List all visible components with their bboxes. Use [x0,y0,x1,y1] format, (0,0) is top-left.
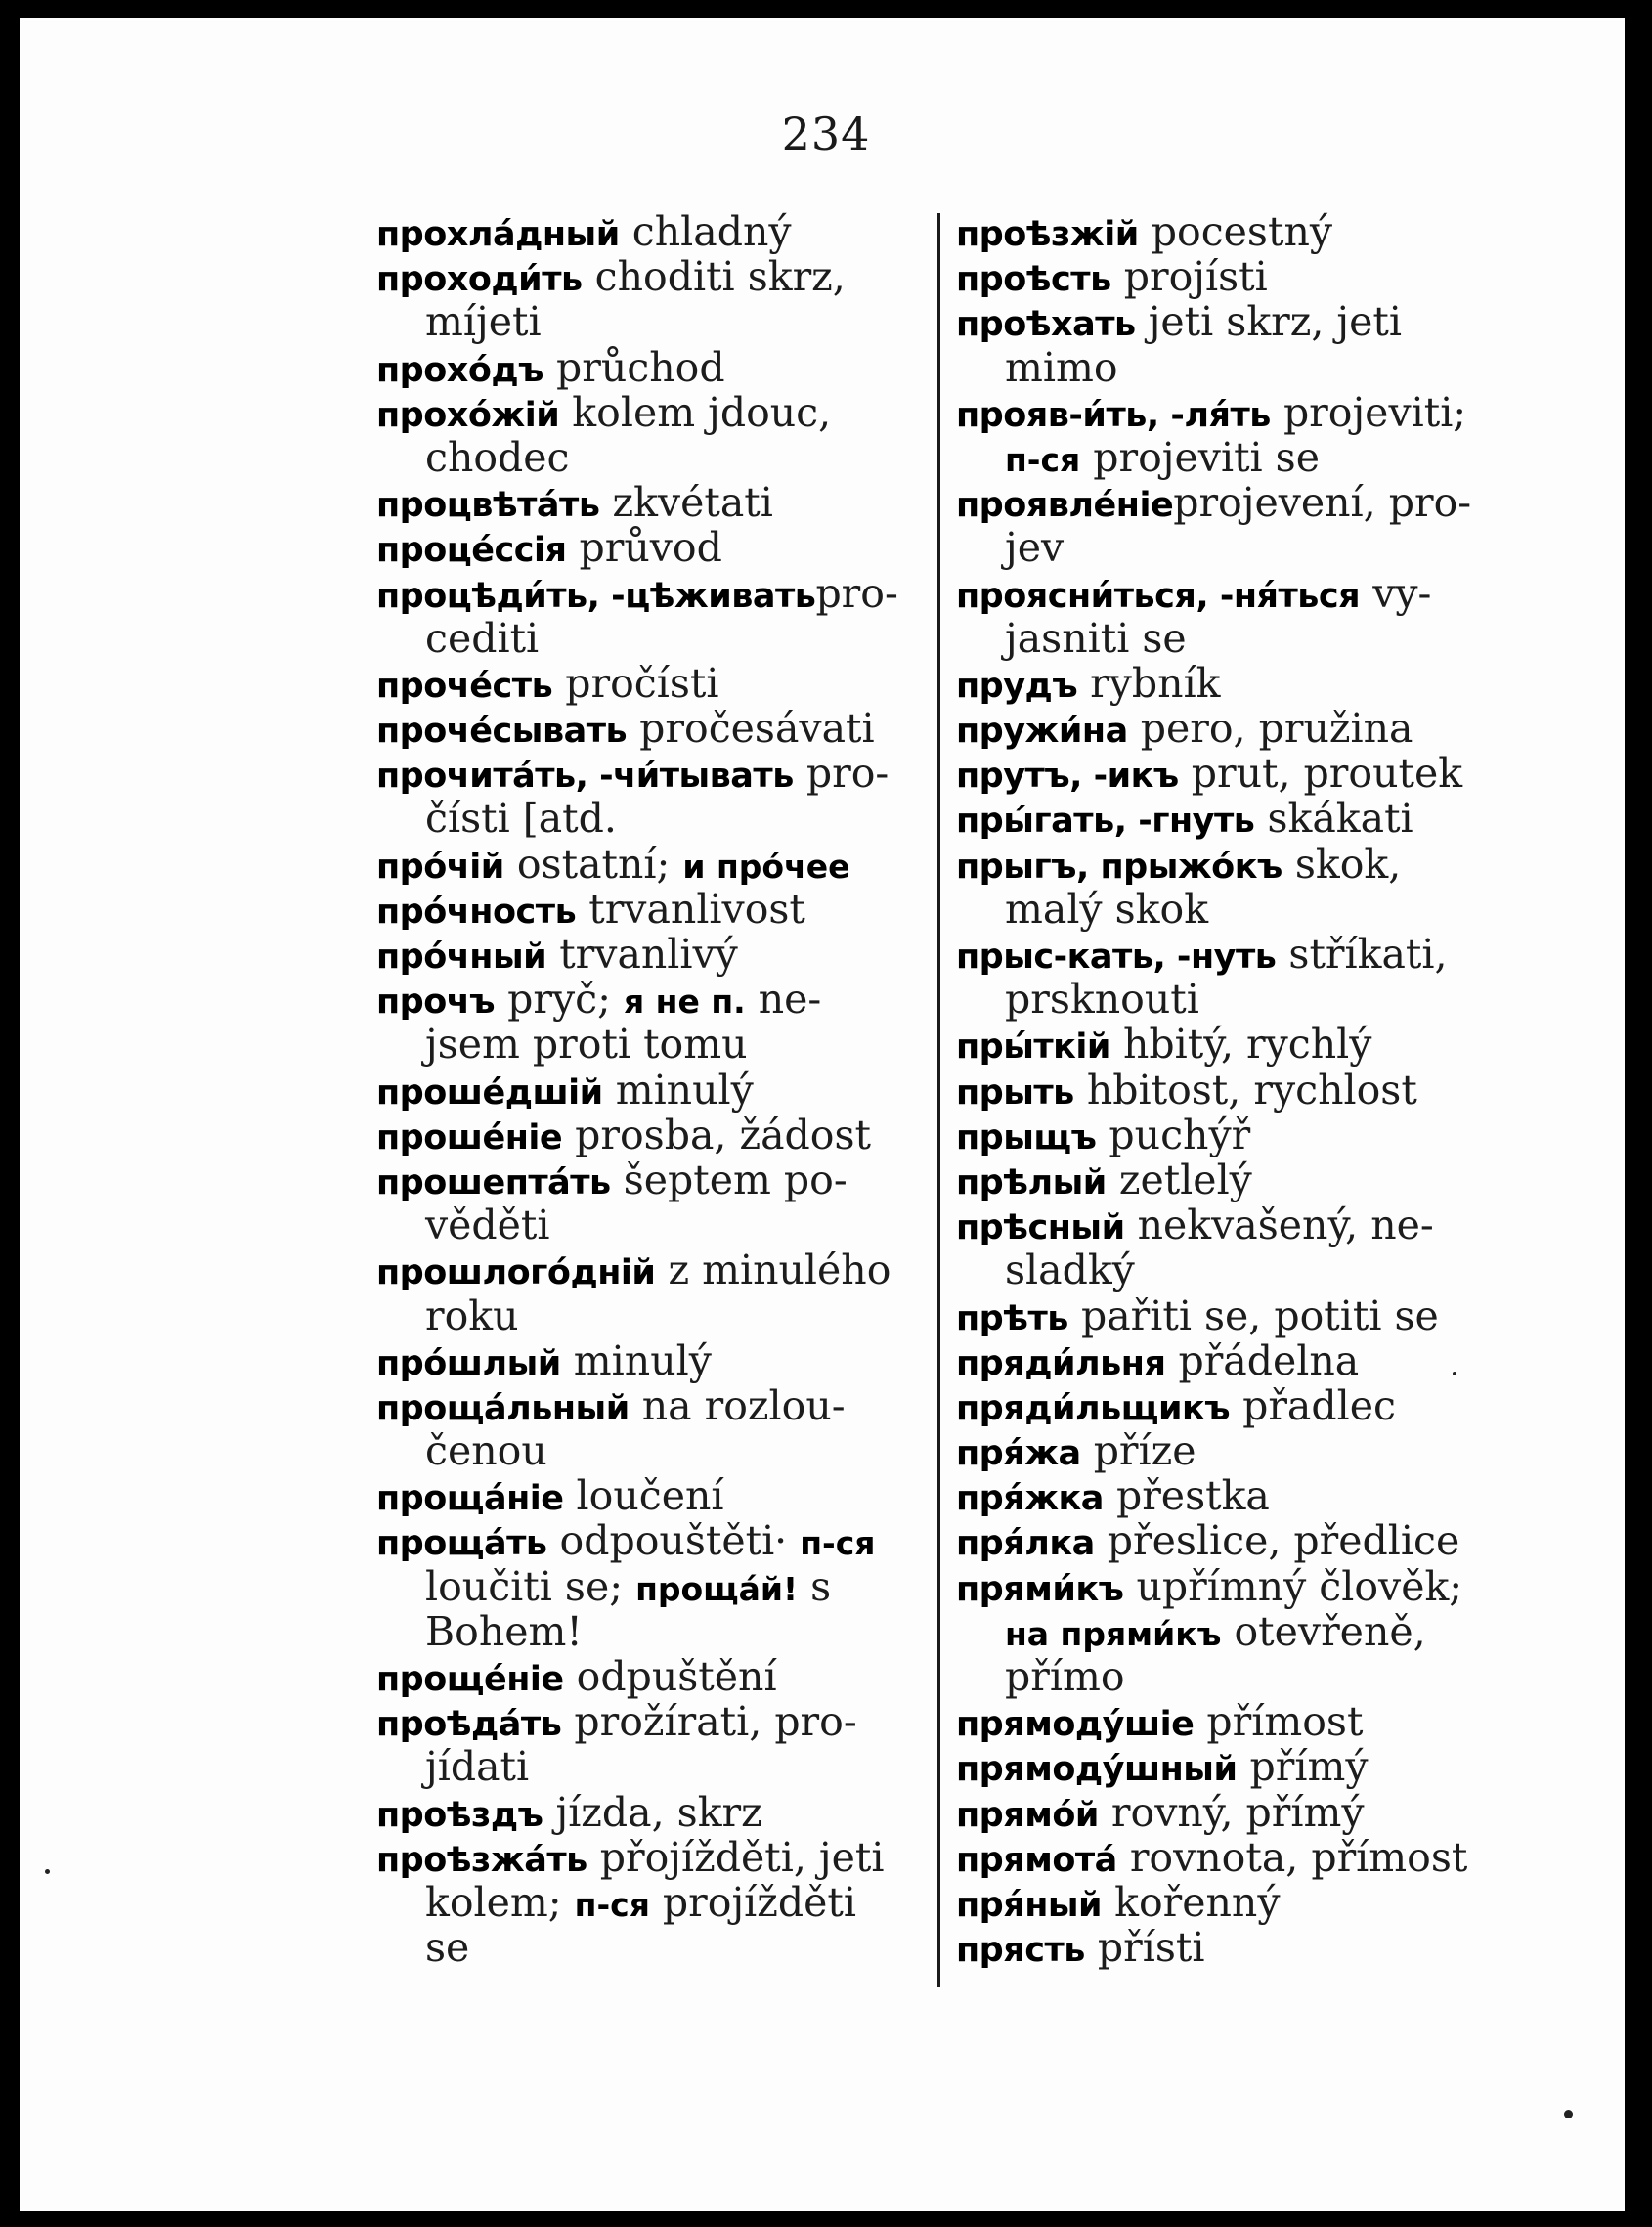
translation: puchýř [1096,1111,1251,1158]
translation: kolem jdouc, [559,388,832,436]
inline-phrase: п-ся [800,1524,876,1563]
dictionary-entry [956,1925,1508,1970]
translation: na rozlou- [629,1381,846,1429]
headword: прямота́ [956,1840,1117,1880]
dictionary-entry [376,1835,919,1880]
translation: loučení [563,1472,724,1520]
translation: jev [1005,524,1065,572]
translation: prožírati, pro- [561,1698,857,1746]
dictionary-entry [376,525,919,570]
translation-tail: ne- [745,976,822,1024]
translation: hbitý, rychlý [1109,1021,1372,1069]
headword: пряди́льня [956,1343,1166,1383]
translation: zkvétati [599,479,773,527]
translation: projevení, pro- [1173,479,1472,527]
translation: přádelna [1165,1336,1360,1384]
headword: про́чій [376,847,504,887]
headword: прохо́жій [376,395,560,435]
dictionary-entry [376,571,919,616]
translation: přímost [1194,1698,1364,1746]
dictionary-entry [956,480,1508,525]
headword: прясть [956,1931,1085,1971]
translation: pročísti [552,659,719,707]
translation: skok, [1282,840,1402,888]
headword: прояв-и́ть, -ля́ть [956,395,1271,435]
translation: malý skok [1005,885,1209,933]
entry-continuation-line [376,1293,919,1338]
translation: pro- [815,569,898,617]
headword: прыс-кать, -нуть [956,938,1277,977]
entry-continuation-line [956,1654,1508,1699]
dictionary-entry [376,1157,919,1202]
entry-continuation-line [956,1609,1508,1654]
translation: se [425,1924,470,1972]
dictionary-entry [956,1383,1508,1428]
inline-phrase: проща́й! [635,1569,799,1608]
headword: прями́къ [956,1569,1124,1609]
headword: пры́ткій [956,1027,1110,1068]
translation: roku [425,1291,519,1339]
entry-continuation-line [376,1022,919,1067]
headword: прохо́дъ [376,350,543,390]
dictionary-entry [376,480,919,525]
translation-tail: otevřeně, [1221,1607,1426,1655]
headword: проше́ніе [376,1117,563,1157]
dictionary-entry [376,1113,919,1157]
headword: прочъ [376,982,496,1023]
headword: проясни́ться, -ня́ться [956,576,1361,616]
headword: прохла́дный [376,215,620,254]
entry-continuation-line [376,299,919,344]
headword: проѣзжій [956,215,1139,254]
headword: проявле́ніе [956,486,1174,526]
dictionary-entry [956,1293,1508,1338]
translation: rybník [1077,659,1221,707]
headword: пря́ный [956,1885,1103,1925]
translation: skákati [1254,795,1413,843]
headword: прутъ, -икъ [956,757,1179,797]
translation: minulý [560,1336,712,1384]
translation: prosba, žádost [562,1111,871,1158]
dictionary-entry [376,1654,919,1699]
translation: mimo [1005,343,1118,391]
headword: проче́сть [376,666,553,706]
headword: прыщъ [956,1117,1097,1157]
entry-continuation-line [376,1202,919,1247]
translation: vy- [1360,569,1432,617]
dictionary-entry [376,254,919,299]
translation: odpuštění [563,1653,777,1700]
headword: прудъ [956,666,1078,706]
dictionary-entry [376,209,919,254]
headword: про́шлый [376,1343,561,1383]
translation: přímý [1237,1743,1369,1791]
headword: пры́гать, -гнуть [956,802,1255,842]
headword: прошепта́ть [376,1162,611,1202]
dictionary-entry [956,1157,1508,1202]
column-divider [937,213,940,1987]
headword: прочита́ть, -чи́тывать [376,757,794,797]
entry-continuation-line [376,616,919,661]
dictionary-entry [956,706,1508,751]
headword: прыть [956,1072,1074,1113]
entry-continuation-line [956,887,1508,932]
translation: jízda, skrz [543,1788,762,1836]
scan-speck [1453,1372,1456,1376]
entry-continuation-line [956,616,1508,661]
dictionary-entry [956,1202,1508,1247]
headword: про́чный [376,938,547,977]
headword: проѣсть [956,260,1111,300]
translation: pocestný [1138,208,1333,255]
headword: прямоду́шіе [956,1705,1195,1745]
translation: loučiti se; [425,1562,636,1610]
translation: přadlec [1230,1381,1396,1429]
translation: průvod [566,524,722,572]
dictionary-entry [376,706,919,751]
headword: процвѣта́ть [376,486,600,526]
dictionary-entry [956,209,1508,254]
scan-speck [45,1869,50,1874]
dictionary-entry [956,1790,1508,1835]
dictionary-entry [956,299,1508,344]
headword: проше́дшій [376,1072,603,1113]
translation: upřímný člověk; [1123,1562,1463,1610]
translation: nekvašený, ne- [1124,1201,1434,1249]
translation: jasniti se [1005,614,1187,662]
dictionary-entry [376,661,919,706]
translation: stříkati, [1276,931,1448,978]
headword: проче́сывать [376,712,628,752]
translation: rovný, přímý [1098,1788,1365,1836]
dictionary-entry [956,390,1508,435]
headword: проща́ть [376,1524,547,1564]
translation: projeviti; [1270,388,1467,436]
translation: čísti [atd. [425,795,617,843]
inline-phrase: на прями́къ [1005,1614,1222,1653]
dictionary-entry [376,1790,919,1835]
dictionary-entry [376,977,919,1022]
inline-phrase: п-ся [574,1885,650,1924]
scan-speck [1564,2110,1573,2118]
entry-continuation-line [956,977,1508,1022]
headword: прыгъ, прыжо́къ [956,847,1282,887]
headword: проходи́ть [376,260,583,300]
entry-continuation-line [956,435,1508,480]
translation: přímo [1005,1653,1125,1700]
headword: пряди́льщикъ [956,1388,1231,1428]
entry-continuation-line [956,525,1508,570]
dictionary-entry [956,1428,1508,1473]
page-number: 234 [781,108,871,160]
dictionary-entry [376,1068,919,1113]
dictionary-entry [376,1338,919,1383]
headword: прѣть [956,1298,1068,1338]
headword: проце́ссія [376,531,567,571]
translation: hbitost, rychlost [1073,1066,1417,1114]
headword: проща́льный [376,1388,630,1428]
translation: Bohem! [425,1607,583,1655]
entry-continuation-line [376,1925,919,1970]
headword: проѣздъ [376,1795,543,1835]
entry-continuation-line [376,1564,919,1609]
translation: cediti [425,614,540,662]
headword: прямо́й [956,1795,1099,1835]
dictionary-entry [376,1247,919,1292]
dictionary-entry [956,1338,1508,1383]
translation: choditi skrz, [582,253,846,301]
translation: pero, pružina [1127,705,1413,753]
headword: проще́ніе [376,1660,564,1699]
headword: прямоду́шный [956,1750,1238,1790]
translation: ostatní; [503,840,683,888]
dictionary-entry [376,842,919,887]
dictionary-entry [956,254,1508,299]
headword: пря́жка [956,1479,1104,1519]
inline-phrase: п-ся [1005,440,1081,479]
translation: věděti [425,1201,550,1249]
dictionary-entry [376,1383,919,1428]
translation: pařiti se, potiti se [1067,1291,1439,1339]
translation: míjeti [425,298,542,346]
dictionary-entry [956,1564,1508,1609]
left-column [376,209,919,1970]
translation: chodec [425,433,570,481]
translation: projísti [1110,253,1268,301]
headword: прѣлый [956,1162,1107,1202]
translation: čenou [425,1427,547,1475]
translation-tail: projížděti [649,1878,856,1926]
translation: trvanlivost [576,885,805,933]
translation: jeti skrz, jeti [1135,298,1403,346]
dictionary-entry [956,661,1508,706]
entry-continuation-line [956,1247,1508,1292]
translation: přeslice, předlice [1094,1517,1460,1565]
dictionary-entry [956,1113,1508,1157]
dictionary-entry [956,751,1508,796]
right-column [956,209,1508,1970]
translation: z minulého [655,1246,891,1294]
translation: odpouštěti· [546,1517,801,1565]
translation-tail: s [798,1562,832,1610]
translation: jsem proti tomu [425,1021,748,1069]
translation: pročesávati [627,705,875,753]
dictionary-entry [376,1699,919,1744]
dictionary-entry [956,1518,1508,1563]
translation: šeptem po- [610,1156,848,1203]
dictionary-entry [956,1744,1508,1789]
dictionary-entry [376,1518,919,1563]
dictionary-entry [956,1022,1508,1067]
dictionary-entry [956,796,1508,841]
dictionary-entry [956,1473,1508,1518]
dictionary-entry [956,1068,1508,1113]
dictionary-entry [956,1880,1508,1925]
headword: пря́жа [956,1434,1081,1474]
headword: прѣсный [956,1208,1125,1248]
translation: přojížděti, jeti [587,1833,885,1881]
dictionary-entry [376,887,919,932]
translation: příze [1080,1427,1196,1475]
translation: trvanlivý [546,931,738,978]
headword: проѣзжа́ть [376,1840,587,1880]
translation: prsknouti [1005,976,1199,1024]
translation: minulý [602,1066,754,1114]
entry-continuation-line [376,1744,919,1789]
translation: rovnota, přímost [1116,1833,1468,1881]
headword: прошлогóдній [376,1253,656,1293]
dictionary-entry [956,1699,1508,1744]
entry-continuation-line [376,435,919,480]
translation: průchod [543,343,725,391]
translation: přísti [1084,1924,1205,1972]
translation: sladký [1005,1246,1135,1294]
headword: пря́лка [956,1524,1095,1564]
dictionary-entry [376,1473,919,1518]
translation: kolem; [425,1878,575,1926]
translation: pro- [793,750,890,798]
dictionary-entry [956,571,1508,616]
dictionary-entry [376,390,919,435]
headword: пружи́на [956,712,1128,752]
translation: jídati [425,1743,530,1791]
dictionary-entry [376,751,919,796]
translation: kořenný [1102,1878,1281,1926]
entry-continuation-line [376,1880,919,1925]
inline-phrase: и про́чее [682,847,850,886]
translation: zetlelý [1106,1156,1252,1203]
translation: přestka [1103,1472,1270,1520]
dictionary-entry [956,1835,1508,1880]
translation: chladný [619,208,792,255]
dictionary-entry [376,345,919,390]
dictionary-entry [376,932,919,977]
translation: pryč; [495,976,624,1024]
translation-tail: projeviti se [1080,433,1320,481]
headword: процѣди́ть, -цѣживать [376,576,816,616]
dictionary-entry [956,842,1508,887]
headword: проѣхать [956,305,1136,345]
headword: про́чность [376,892,577,932]
entry-continuation-line [956,345,1508,390]
dictionary-entry [956,932,1508,977]
inline-phrase: я не п. [623,982,746,1022]
translation: prut, proutek [1178,750,1463,798]
entry-continuation-line [376,796,919,841]
entry-continuation-line [376,1609,919,1654]
headword: проѣда́ть [376,1705,562,1745]
headword: проща́ніе [376,1479,564,1519]
entry-continuation-line [376,1428,919,1473]
